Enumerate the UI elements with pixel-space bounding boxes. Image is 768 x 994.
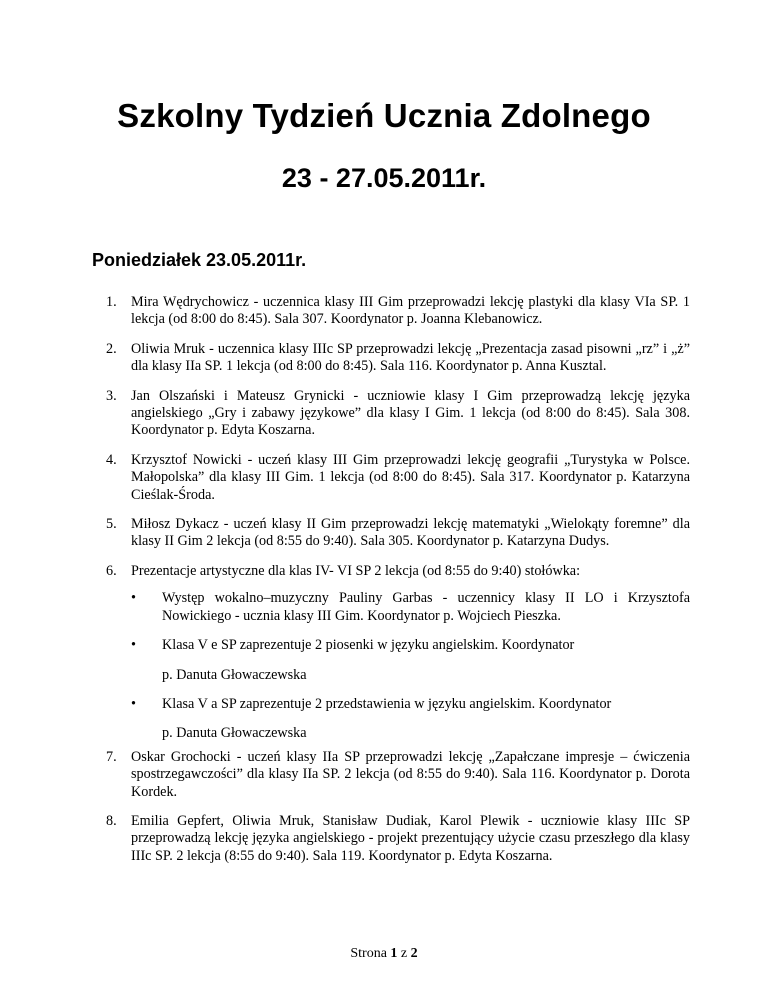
date-range: 23 - 27.05.2011r. [281,163,487,193]
list-item [106,516,690,551]
sub-item-continuation: p. Danuta Głowaczewska [162,725,307,742]
item-number: 5. [106,516,117,533]
item-text: Prezentacje artystyczne dla klas IV- VI SP 2 lekcja (od 8:55 do 9:40) stołówka: [131,562,581,579]
item-number: 8. [106,812,117,829]
footer-prefix: Strona [350,946,387,961]
sub-list-item [106,637,690,654]
list-item [106,388,690,440]
sub-list-item [106,696,690,713]
sub-item-text: Występ wokalno–muzyczny Pauliny Garbas - uczennicy klasy II LO i Krzysztofa Nowickiego - ucznia klasy III Gim. Koordynator p. Wojciech Pieszka. [162,590,690,624]
page-total: 2 [410,946,418,961]
sub-item-text: Klasa V e SP zaprezentuje 2 piosenki w języku angielskim. Koordynator [162,637,575,654]
sub-item-continuation: p. Danuta Głowaczewska [162,666,307,683]
page-footer [0,946,768,962]
item-number: 7. [106,748,117,765]
item-number: 4. [106,451,117,468]
item-text: Miłosz Dykacz - uczeń klasy II Gim przeprowadzi lekcję matematyki „Wielokąty foremne” dla klasy II Gim 2 lekcja (od 8:55 do 9:40). Sala 305. Koordynator p. Katarzyna Dudys. [131,516,690,550]
list-item [106,294,690,329]
day-heading: Poniedziałek 23.05.2011r. [92,250,307,270]
bullet-icon: • [131,637,136,654]
bullet-icon: • [131,695,136,712]
event-list [106,294,690,877]
page-number: 1 [390,946,398,961]
list-item [106,749,690,801]
item-text: Jan Olszański i Mateusz Grynicki - uczniowie klasy I Gim przeprowadzą lekcję języka angielskiego „Gry i zabawy językowe” dla klasy I Gim. 1 lekcja (od 8:00 do 8:45). Sala 308. Koordynator p. Edyta Koszarna. [131,387,690,439]
list-item [106,341,690,376]
sub-list-item [106,590,690,625]
sub-item-text: Klasa V a SP zaprezentuje 2 przedstawienia w języku angielskim. Koordynator [162,695,612,712]
item-text: Oliwia Mruk - uczennica klasy IIIc SP przeprowadzi lekcję „Prezentacja zasad pisowni „rz” i „ż” dla klasy IIa SP. 1 lekcja (od 8:00 do 8:45). Sala 116. Koordynator p. Anna Kusztal. [131,340,690,375]
item-number: 3. [106,387,117,404]
item-number: 2. [106,340,117,357]
item-text: Emilia Gepfert, Oliwia Mruk, Stanisław Dudiak, Karol Plewik - uczniowie klasy IIIc SP przeprowadzą lekcję języka angielskiego - projekt prezentujący użycie czasu przeszłego dla klasy IIIc SP. 2 lekcja (8:55 do 9:40). Sala 119. Koordynator p. Edyta Koszarna. [131,812,690,864]
item-number: 6. [106,562,117,579]
item-text: Mira Wędrychowicz - uczennica klasy III Gim przeprowadzi lekcję plastyki dla klasy VIa SP. 1 lekcja (od 8:00 do 8:45). Sala 307. Koordynator p. Joanna Klebanowicz. [131,294,690,328]
list-item [106,452,690,504]
item-text: Krzysztof Nowicki - uczeń klasy III Gim przeprowadzi lekcję geografii „Turystyka w Polsce. Małopolska” dla klasy III Gim. 1 lekcja (od 8:00 do 8:45). Sala 317. Koordynator p. Katarzyna Cieślak-Środa. [131,451,690,503]
item-number: 1. [106,294,117,310]
footer-sep: z [400,946,408,961]
bullet-icon: • [131,590,136,607]
list-item [106,813,690,865]
list-item [106,563,690,580]
sub-list [106,590,690,742]
document-title: Szkolny Tydzień Ucznia Zdolnego [117,97,651,134]
item-text: Oskar Grochocki - uczeń klasy IIa SP przeprowadzi lekcję „Zapałczane impresje – ćwiczenia spostrzegawczości” dla klasy IIa SP. 2 lekcja (od 8:55 do 9:40). Sala 116. Koordynator p. Dorota Kordek. [131,748,690,800]
